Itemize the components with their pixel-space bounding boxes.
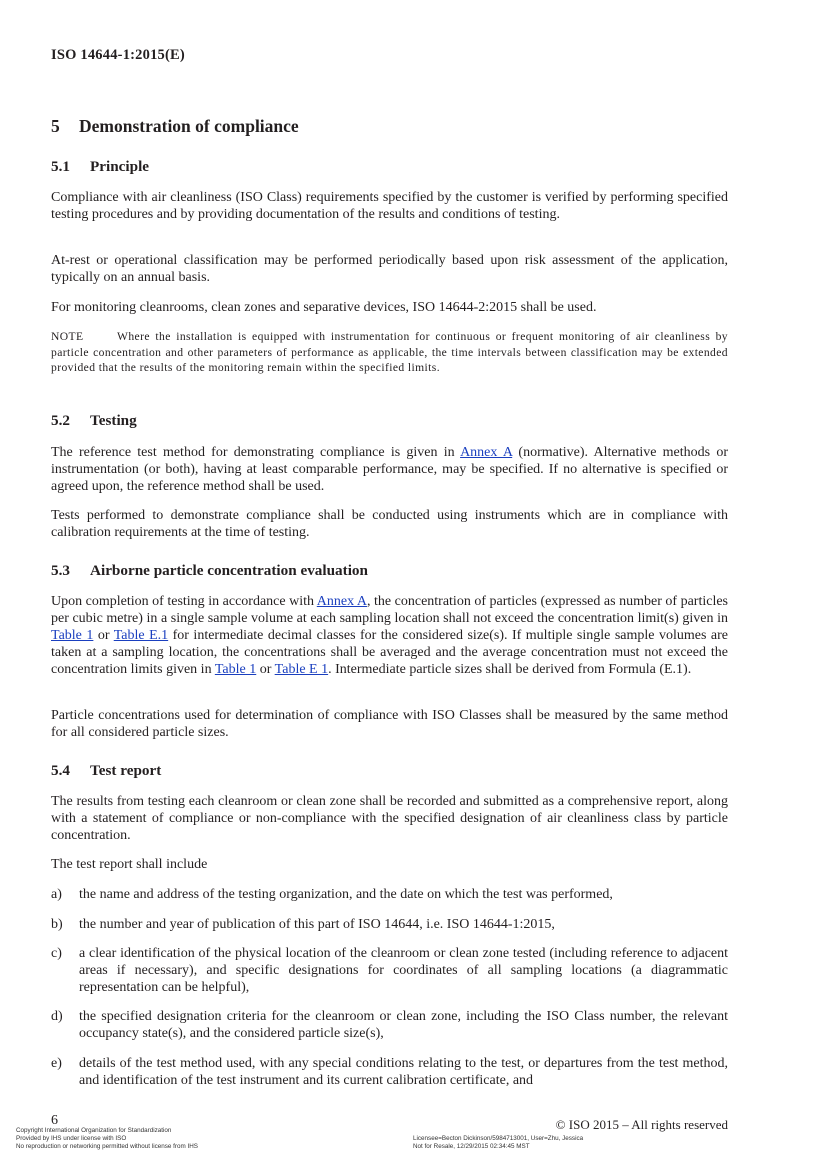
annex-a-link[interactable]: Annex A (316, 594, 367, 609)
document-id: ISO 14644-1:2015(E) (51, 47, 185, 63)
section-title: Demonstration of compliance (79, 116, 299, 136)
list-item: d) the specified designation criteria for the cleanroom or clean zone, including the ISO Class number, the relevant occupancy state(s), and the considered particle size(s), (51, 1009, 728, 1041)
list-item: a) the name and address of the testing organization, and the date on which the test was performed, (51, 887, 613, 902)
note (51, 329, 728, 376)
section-number: 5 (51, 116, 60, 136)
annex-a-link[interactable]: Annex A (460, 445, 513, 460)
table-e1-link[interactable]: Table E.1 (113, 628, 169, 643)
paragraph: Particle concentrations used for determination of compliance with ISO Classes shall be measured by the same method for all considered particle sizes. (51, 708, 728, 740)
section-heading (51, 116, 299, 137)
subsection-heading-5-4: 5.4 Test report (51, 762, 162, 779)
note-text: Where the installation is equipped with instrumentation for continuous or frequent monitoring of air cleanliness by particle concentration and other parameters of performance as applicable, the time intervals between classification may be extended provided that the results of the monitoring remain within the specified limits. (51, 330, 728, 374)
table-e1-link[interactable]: Table E 1 (274, 662, 329, 677)
paragraph: Tests performed to demonstrate compliance shall be conducted using instruments which are in compliance with calibration requirements at the time of testing. (51, 508, 728, 540)
table-1-link[interactable]: Table 1 (214, 662, 257, 677)
list-item: c) a clear identification of the physical location of the cleanroom or clean zone tested (including reference to adjacent areas if necessary), and specific designations for coordinates of all sampling locations (a diagrammatic representation can be helpful), (51, 946, 728, 995)
paragraph: At-rest or operational classification may be performed periodically based upon risk assessment of the application, typically on an annual basis. (51, 253, 728, 285)
page-number: 6 (51, 1113, 58, 1128)
license-notice-left: Copyright International Organization for Standardization Provided by IHS under license with ISO No reproduction or networking permitted without license from IHS (16, 1127, 198, 1150)
paragraph: For monitoring cleanrooms, clean zones and separative devices, ISO 14644-2:2015 shall be used. (51, 300, 597, 315)
copyright-notice: © ISO 2015 – All rights reserved (555, 1117, 728, 1132)
paragraph: The test report shall include (51, 857, 208, 872)
list-item: e) details of the test method used, with any special conditions relating to the test, or departures from the test method, and identification of the test instrument and its current calibration certificate, and (51, 1056, 728, 1088)
note-label: NOTE (51, 330, 84, 343)
list-item: b) the number and year of publication of this part of ISO 14644, i.e. ISO 14644-1:2015, (51, 917, 555, 932)
subsection-heading-5-1: 5.1 Principle (51, 158, 150, 175)
paragraph: Upon completion of testing in accordance with Annex A, the concentration of particles (expressed as number of particles per cubic metre) in a single sample volume at each sampling location shall not exceed the concentration limit(s) given in Table 1 or Table E.1 for intermediate decimal classes for the considered size(s). If multiple single sample volumes are taken at a sampling location, the concentrations shall be averaged and the average concentration must not exceed the concentration limits given in Table 1 or Table E 1. Intermediate particle sizes shall be derived from Formula (E.1). (51, 594, 728, 677)
license-notice-right: Licensee=Becton Dickinson/5984713001, User=Zhu, Jessica Not for Resale, 12/29/2015 02:34:45 MST (413, 1135, 584, 1150)
paragraph: The results from testing each cleanroom or clean zone shall be recorded and submitted as a comprehensive report, along with a statement of compliance or non-compliance with the specified designation of air cleanliness class by particle concentration. (51, 794, 728, 843)
paragraph: Compliance with air cleanliness (ISO Class) requirements specified by the customer is verified by performing specified testing procedures and by providing documentation of the results and conditions of testing. (51, 190, 728, 222)
subsection-heading-5-3: 5.3 Airborne particle concentration evaluation (51, 562, 368, 579)
subsection-heading-5-2: 5.2 Testing (51, 412, 137, 429)
table-1-link[interactable]: Table 1 (51, 628, 94, 643)
paragraph: The reference test method for demonstrating compliance is given in Annex A (normative). Alternative methods or instrumentation (or both), having at least comparable performance, may be specified. If no alternative is specified or agreed upon, the reference method shall be used. (51, 445, 728, 494)
